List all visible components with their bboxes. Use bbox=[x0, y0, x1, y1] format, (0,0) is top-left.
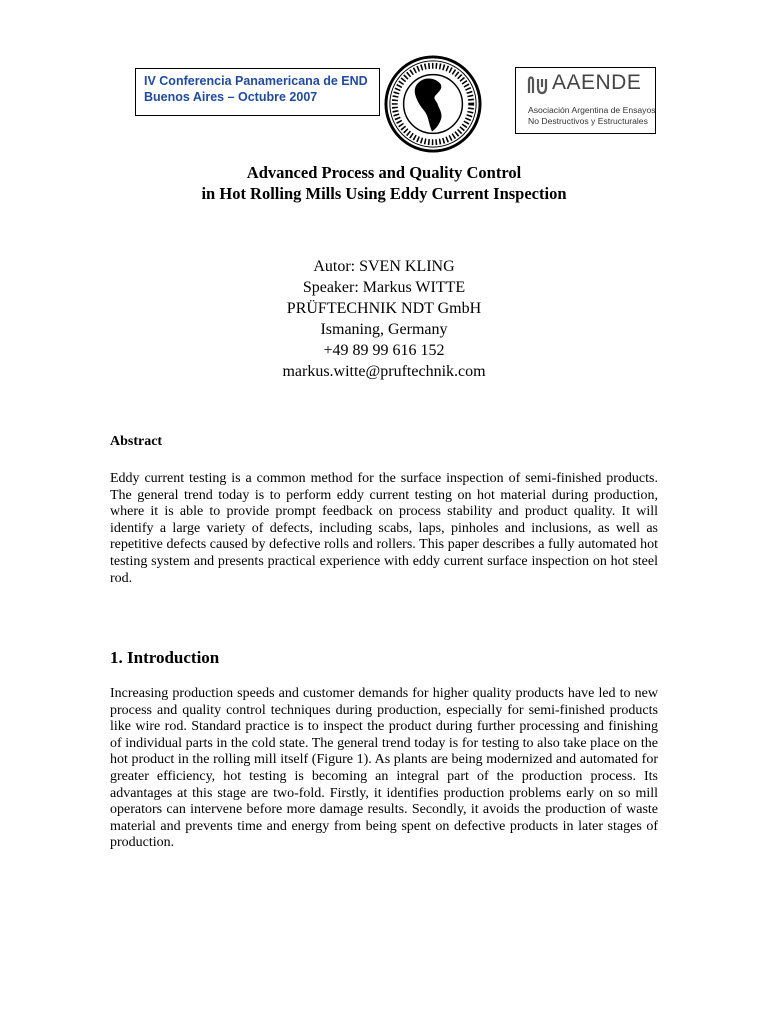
introduction-text: Increasing production speeds and customer demands for higher quality products have led to new process and quality control techniques during production, especially for semi-finished products like wire rod. Standard practice is to inspect the product during further processing and finishing of individual parts in the cold state. The general trend today is for testing to also take place on the hot product in the rolling mill itself (Figure 1). As plants are being modernized and automated for greater efficiency, hot testing is becoming an integral part of the production process. Its advantages at this stage are two-fold. Firstly, it identifies production problems early on so mill operators can intervene before more damage results. Secondly, it avoids the production of waste material and prevents time and energy from being spent on defective products in later stages of production. bbox=[110, 686, 658, 851]
speaker-name: Speaker: Markus WITTE bbox=[302, 279, 466, 296]
abstract-heading: Abstract bbox=[110, 434, 163, 449]
email-address: markus.witte@pruftechnik.com bbox=[282, 363, 486, 380]
paper-title-line2: in Hot Rolling Mills Using Eddy Current Inspection bbox=[201, 184, 567, 203]
paper-title-line1: Advanced Process and Quality Control bbox=[246, 163, 522, 182]
phone-number: +49 89 99 616 152 bbox=[323, 342, 445, 359]
aaende-logo-box bbox=[515, 67, 656, 134]
introduction-heading: 1. Introduction bbox=[110, 648, 220, 667]
aaende-description-line2: No Destructivos y Estructurales bbox=[528, 116, 648, 126]
company-location: Ismaning, Germany bbox=[320, 321, 448, 338]
pan-american-conference-seal-icon bbox=[384, 55, 482, 153]
abstract-text: Eddy current testing is a common method for the surface inspection of semi-finished products. The general trend today is to perform eddy current testing on hot material during production, where it is able to provide prompt feedback on process stability and product quality. It will identify a large variety of defects, including scabs, laps, pinholes and inclusions, as well as repetitive defects caused by defective rolls and rollers. This paper describes a fully automated hot testing system and presents practical experience with eddy current surface inspection on hot steel rod. bbox=[110, 471, 658, 586]
company-name: PRÜFTECHNIK NDT GmbH bbox=[286, 300, 482, 317]
aaende-description-line1: Asociación Argentina de Ensayos bbox=[528, 105, 656, 115]
aaende-logo-icon bbox=[526, 75, 548, 97]
aaende-name: AAENDE bbox=[552, 71, 642, 94]
conference-name: IV Conferencia Panamericana de END bbox=[144, 74, 368, 88]
author-name: Autor: SVEN KLING bbox=[313, 258, 455, 275]
conference-box bbox=[135, 68, 380, 116]
conference-place-date: Buenos Aires – Octubre 2007 bbox=[144, 90, 318, 104]
